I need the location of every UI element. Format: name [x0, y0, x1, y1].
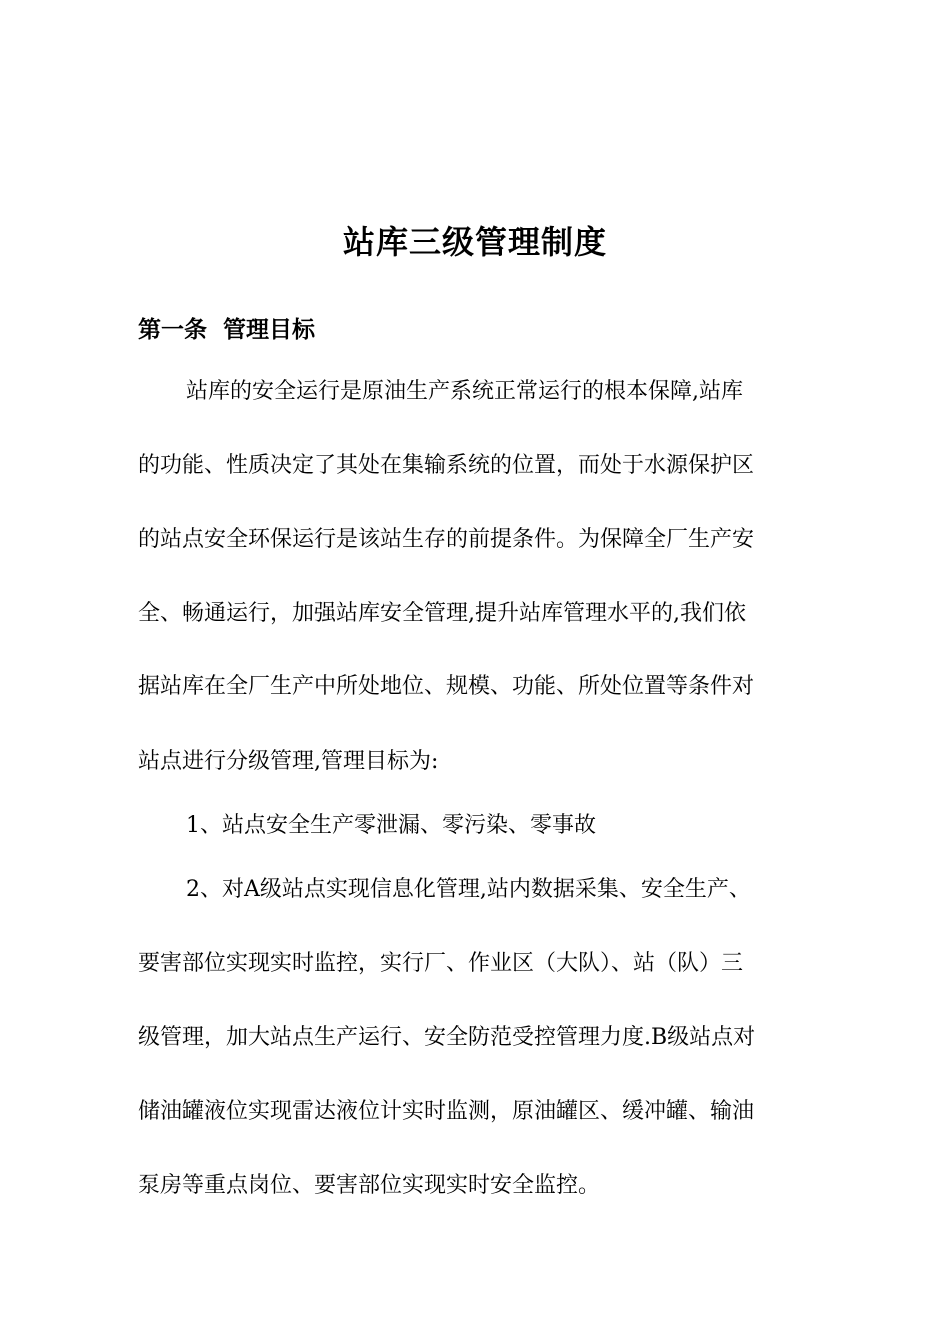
paragraph-line: 的功能、性质决定了其处在集输系统的位置，而处于水源保护区	[138, 453, 755, 478]
paragraph-line: 站点进行分级管理,管理目标为:	[138, 749, 439, 774]
paragraph-line: 级管理，加大站点生产运行、安全防范受控管理力度.B级站点对	[138, 1025, 756, 1050]
list-item: 2、对A级站点实现信息化管理,站内数据采集、安全生产、	[186, 877, 751, 902]
section-heading: 第一条 管理目标	[138, 317, 316, 343]
paragraph-line: 储油罐液位实现雷达液位计实时监测，原油罐区、缓冲罐、输油	[138, 1099, 755, 1124]
document-title: 站库三级管理制度	[342, 223, 607, 261]
paragraph-line: 据站库在全厂生产中所处地位、规模、功能、所处位置等条件对	[138, 674, 755, 699]
paragraph-line: 全、畅通运行，加强站库安全管理,提升站库管理水平的,我们依	[138, 601, 746, 626]
list-item: 1、站点安全生产零泄漏、零污染、零事故	[186, 813, 596, 838]
paragraph-line: 站库的安全运行是原油生产系统正常运行的根本保障,站库	[186, 379, 743, 404]
paragraph-line: 的站点安全环保运行是该站生存的前提条件。为保障全厂生产安	[138, 527, 755, 552]
paragraph-line: 要害部位实现实时监控，实行厂、作业区（大队）、站（队）三	[138, 951, 744, 976]
paragraph-line: 泵房等重点岗位、要害部位实现实时安全监控。	[138, 1173, 601, 1198]
